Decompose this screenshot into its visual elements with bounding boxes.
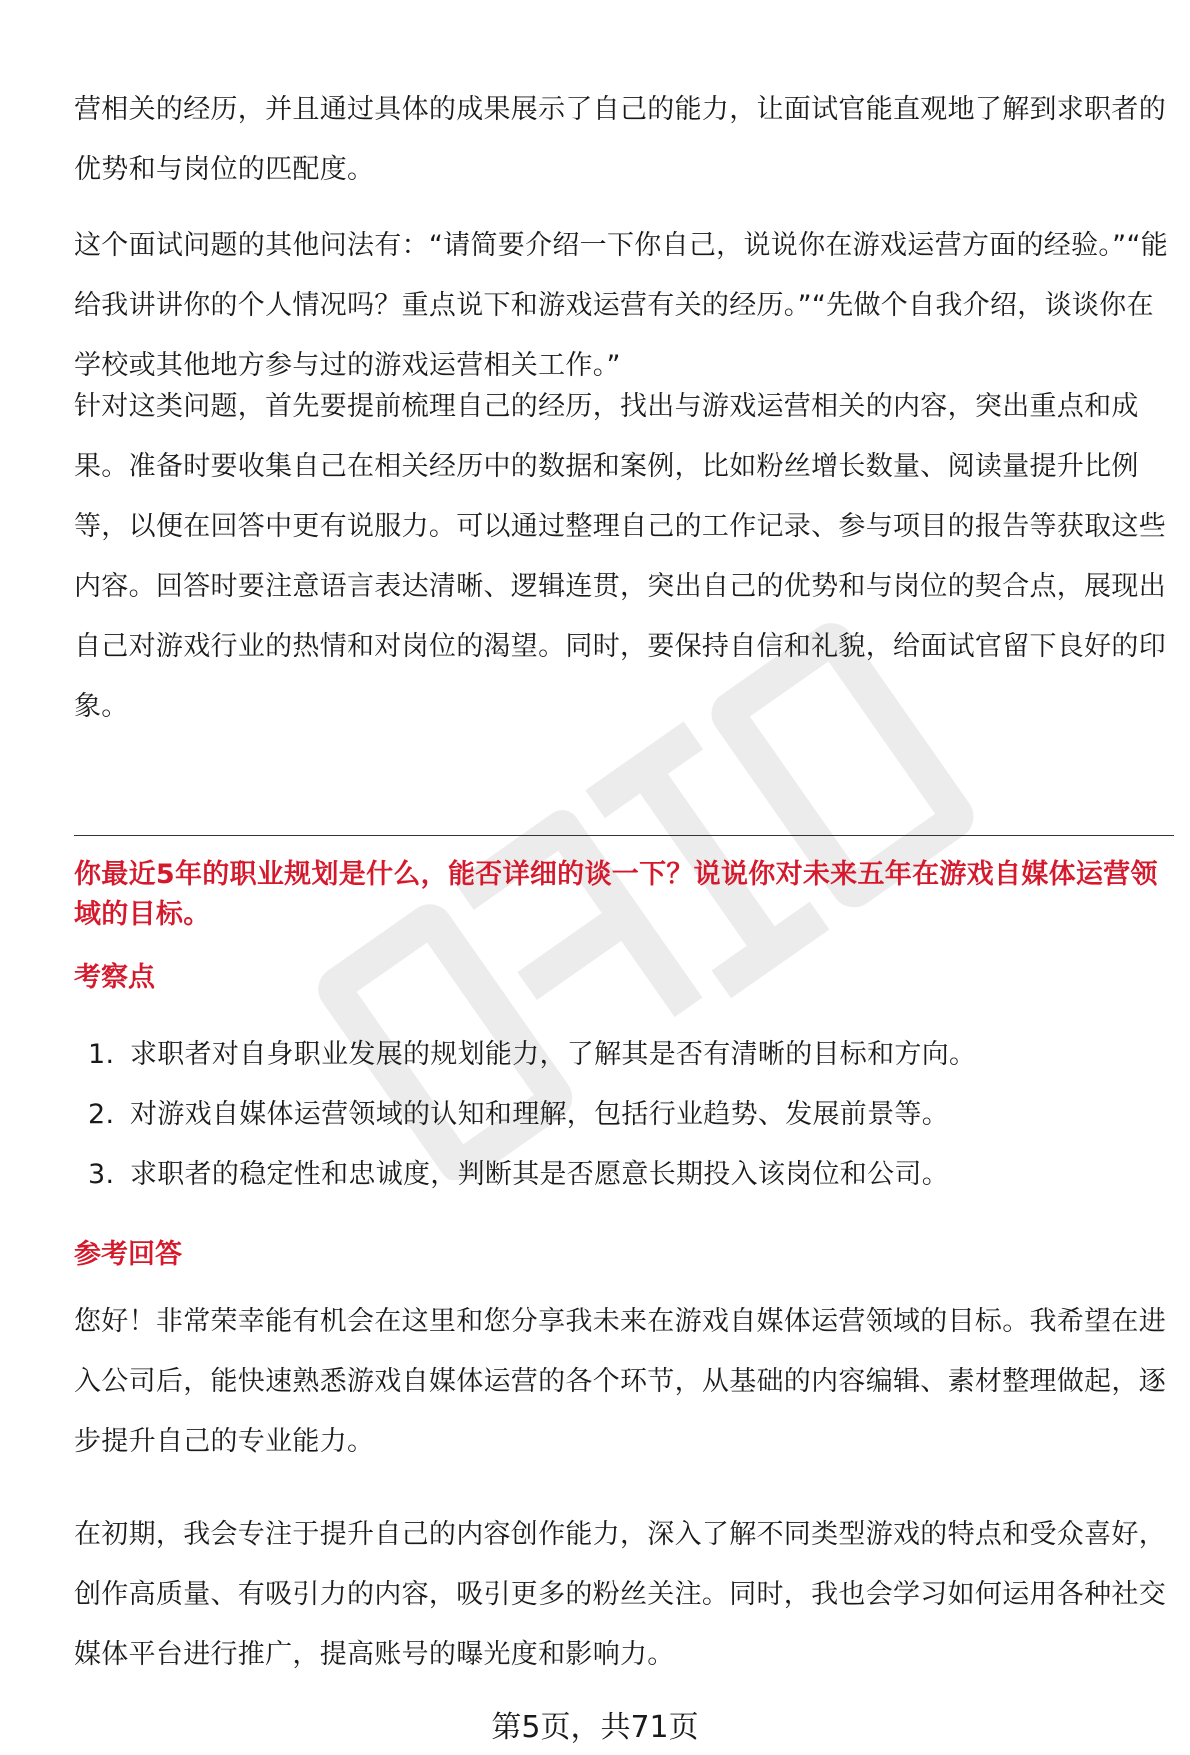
list-item-text: 对游戏自媒体运营领域的认知和理解，包括行业趋势、发展前景等。 bbox=[130, 1099, 949, 1130]
section-title-answer: 参考回答 bbox=[74, 1239, 182, 1270]
list-item-text: 求职者的稳定性和忠诚度，判断其是否愿意长期投入该岗位和公司。 bbox=[130, 1159, 949, 1190]
question-heading: 你最近5年的职业规划是什么，能否详细的谈一下？说说你对未来五年在游戏自媒体运营领域的目标。 bbox=[74, 859, 1158, 930]
points-list bbox=[88, 1025, 1168, 1205]
paragraph-intro-continued: 营相关的经历，并且通过具体的成果展示了自己的能力，让面试官能直观地了解到求职者的优势和与岗位的匹配度。 bbox=[74, 94, 1166, 185]
list-item bbox=[88, 1145, 1168, 1205]
page-footer: 第5页，共71页 bbox=[491, 1710, 699, 1745]
list-item bbox=[88, 1085, 1168, 1145]
paragraph-answer-tips: 针对这类问题，首先要提前梳理自己的经历，找出与游戏运营相关的内容，突出重点和成果。准备时要收集自己在相关经历中的数据和案例，比如粉丝增长数量、阅读量提升比例等，以便在回答中更有说服力。可以通过整理自己的工作记录、参与项目的报告等获取这些内容。回答时要注意语言表达清晰、逻辑连贯，突出自己的优势和与岗位的契合点，展现出自己对游戏行业的热情和对岗位的渴望。同时，要保持自信和礼貌，给面试官留下良好的印象。 bbox=[74, 391, 1166, 722]
list-item-number: 3. bbox=[88, 1159, 115, 1190]
answer-paragraph-1: 您好！非常荣幸能有机会在这里和您分享我未来在游戏自媒体运营领域的目标。我希望在进入公司后，能快速熟悉游戏自媒体运营的各个环节，从基础的内容编辑、素材整理做起，逐步提升自己的专业能力。 bbox=[74, 1306, 1166, 1457]
section-title-points: 考察点 bbox=[74, 962, 155, 993]
list-item-number: 2. bbox=[88, 1099, 115, 1130]
answer-paragraph-2: 在初期，我会专注于提升自己的内容创作能力，深入了解不同类型游戏的特点和受众喜好，创作高质量、有吸引力的内容，吸引更多的粉丝关注。同时，我也会学习如何运用各种社交媒体平台进行推广，提高账号的曝光度和影响力。 bbox=[74, 1519, 1166, 1670]
list-item-number: 1. bbox=[88, 1039, 115, 1070]
paragraph-alternative-questions: 这个面试问题的其他问法有：“请简要介绍一下你自己，说说你在游戏运营方面的经验。”“能给我讲讲你的个人情况吗？重点说下和游戏运营有关的经历。”“先做个自我介绍，谈谈你在学校或其他地方参与过的游戏运营相关工作。” bbox=[74, 230, 1169, 381]
section-divider bbox=[74, 835, 1174, 836]
list-item bbox=[88, 1025, 1168, 1085]
list-item-text: 求职者对自身职业发展的规划能力，了解其是否有清晰的目标和方向。 bbox=[130, 1039, 977, 1070]
